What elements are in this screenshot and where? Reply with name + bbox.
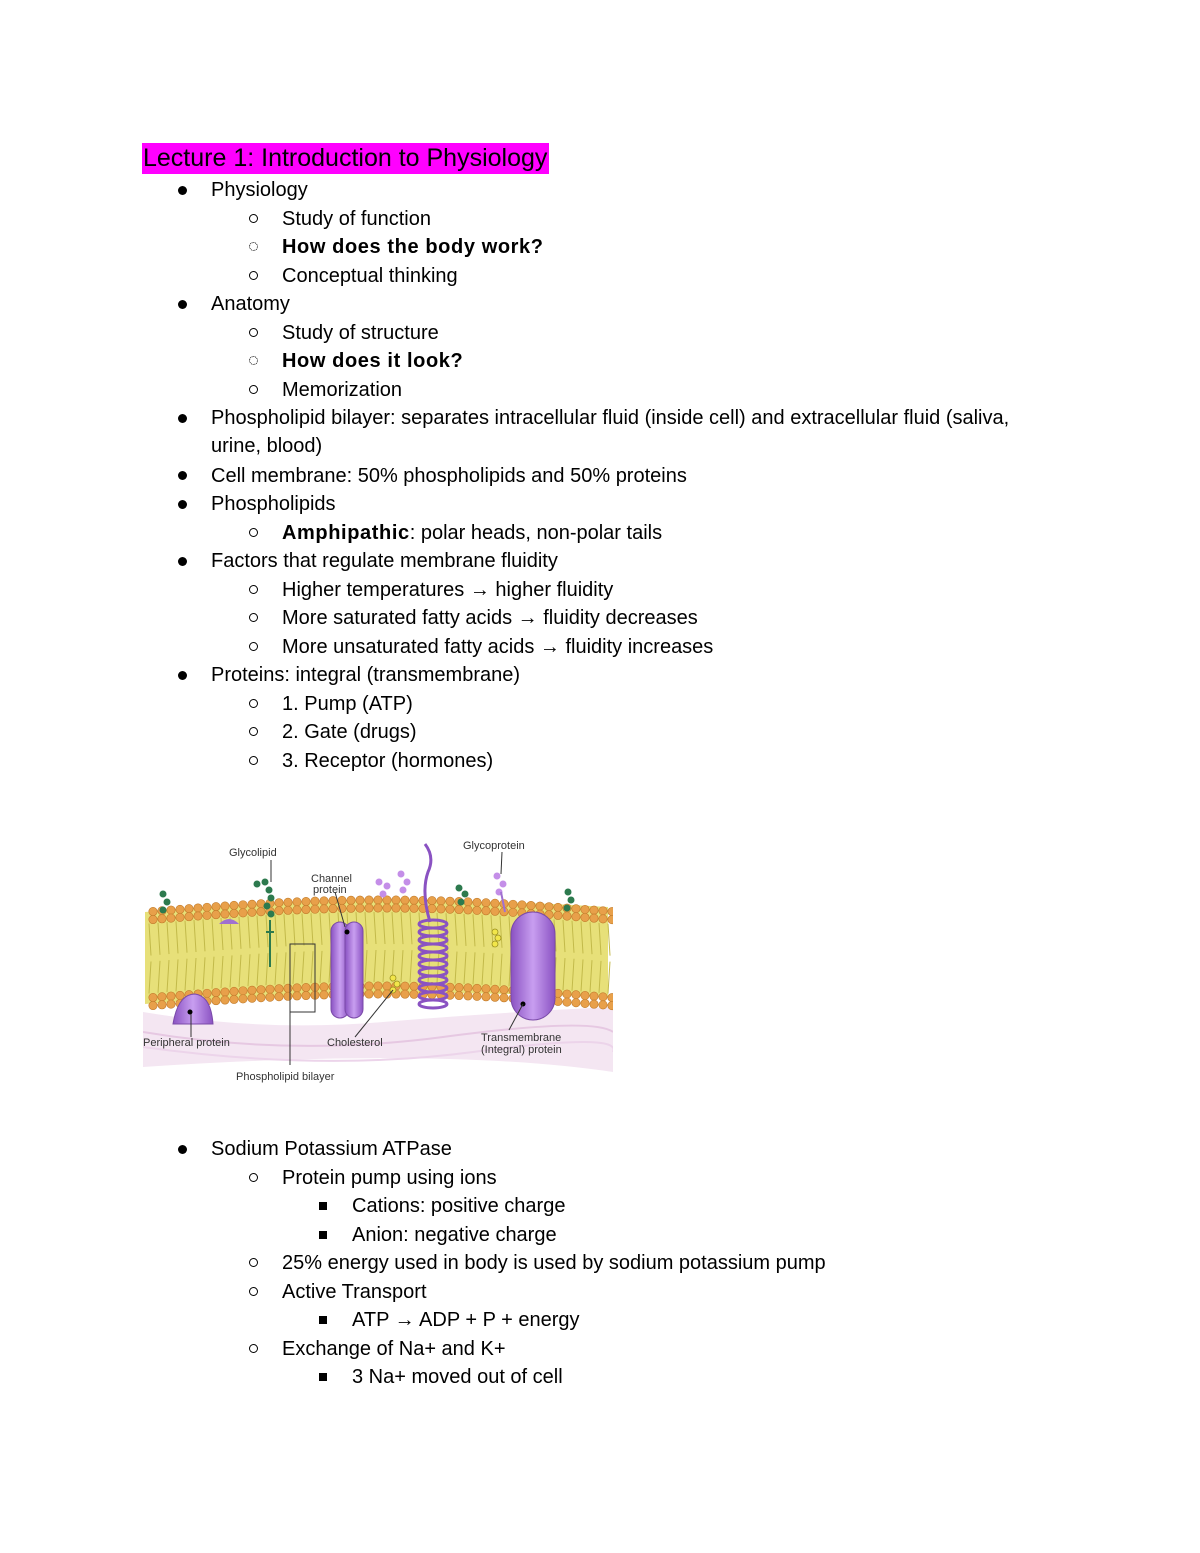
- list-item: [282, 519, 1042, 547]
- bullet-square-icon: [319, 1373, 327, 1381]
- bullet-circle-icon: [249, 271, 258, 280]
- label-glycolipid: Glycolipid: [229, 847, 277, 859]
- item-text: Cell membrane: 50% phospholipids and 50% proteins: [211, 464, 687, 487]
- item-text: Exchange of Na+ and K+: [282, 1337, 506, 1360]
- list-item: [282, 347, 1042, 375]
- list-item: [352, 1363, 1052, 1391]
- item-text: More saturated fatty acids → fluidity decreases: [282, 607, 698, 630]
- item-text: 3 Na+ moved out of cell: [352, 1366, 563, 1388]
- list-item: [282, 747, 1042, 775]
- item-text: Proteins: integral (transmembrane): [211, 664, 521, 687]
- label-channel-2: protein: [313, 884, 347, 896]
- item-text: Cations: positive charge: [352, 1195, 566, 1217]
- bullet-circle-icon: [249, 585, 258, 594]
- label-transmembrane-2: (Integral) protein: [481, 1044, 562, 1056]
- bullet-square-icon: [319, 1231, 327, 1239]
- bullet-circle-icon: [249, 528, 258, 537]
- list-item: [211, 1135, 1011, 1163]
- list-item: [282, 1335, 1042, 1363]
- item-text: More unsaturated fatty acids → fluidity increases: [282, 635, 714, 658]
- label-phospholipid-bilayer: Phospholipid bilayer: [236, 1071, 335, 1083]
- bullet-circle-icon: [249, 1344, 258, 1353]
- bullet-circle-icon: [249, 214, 258, 223]
- item-text: 1. Pump (ATP): [282, 692, 413, 715]
- bullet-dot-icon: [178, 500, 187, 509]
- bullet-circle-icon: [249, 1287, 258, 1296]
- bullet-circle-icon: [249, 756, 258, 765]
- label-channel-1: Channel: [311, 873, 352, 885]
- bullet-circle-icon: [249, 699, 258, 708]
- bullet-circle-icon: [249, 385, 258, 394]
- list-item: [211, 176, 1011, 204]
- list-item: [282, 233, 1042, 261]
- bullet-dot-icon: [178, 186, 187, 195]
- item-text: Anatomy: [211, 293, 290, 316]
- list-item: [352, 1306, 1052, 1334]
- list-item: [352, 1192, 1052, 1220]
- cell-membrane-diagram: [143, 832, 613, 1092]
- item-text: Phospholipids: [211, 493, 336, 516]
- bullet-dot-icon: [178, 1145, 187, 1154]
- item-text: Study of structure: [282, 321, 439, 344]
- list-item: [352, 1221, 1052, 1249]
- list-item: [211, 462, 1011, 490]
- list-item: [282, 1249, 1042, 1277]
- item-text: Factors that regulate membrane fluidity: [211, 550, 558, 573]
- item-text: 2. Gate (drugs): [282, 721, 417, 744]
- item-text: : polar heads, non-polar tails: [409, 521, 663, 544]
- item-text: Sodium Potassium ATPase: [211, 1138, 452, 1160]
- list-item: [282, 690, 1042, 718]
- list-item: [282, 262, 1042, 290]
- list-item: [282, 576, 1042, 604]
- bold-text: Amphipathic: [282, 521, 410, 544]
- item-text: Physiology: [211, 179, 308, 201]
- list-item: [211, 547, 1011, 575]
- item-text: Study of function: [282, 207, 431, 230]
- list-item: [211, 661, 1011, 689]
- list-item: [282, 376, 1042, 404]
- bullet-square-icon: [319, 1316, 327, 1324]
- bullet-circle-icon: [249, 642, 258, 651]
- bullet-circle-icon: [249, 727, 258, 736]
- label-transmembrane-1: Transmembrane: [481, 1032, 562, 1044]
- item-text: Active Transport: [282, 1280, 427, 1303]
- item-text: Higher temperatures → higher fluidity: [282, 578, 614, 601]
- item-text: Phospholipid bilayer: separates intracellular fluid (inside cell) and extracellular fluid (saliva, urine, blood): [211, 407, 1010, 458]
- bullet-dot-icon: [178, 414, 187, 423]
- item-text: Memorization: [282, 378, 403, 401]
- bold-text: How does the body work?: [282, 236, 544, 259]
- bullet-circle-icon: [249, 1173, 258, 1182]
- list-item: [282, 1164, 1042, 1192]
- list-item: [282, 205, 1042, 233]
- list-item: [282, 319, 1042, 347]
- item-text: Anion: negative charge: [352, 1223, 557, 1246]
- item-text: Conceptual thinking: [282, 264, 458, 287]
- bullet-dotted-circle-icon: [249, 242, 258, 251]
- bullet-dotted-circle-icon: [249, 356, 258, 365]
- label-glycoprotein: Glycoprotein: [463, 840, 525, 852]
- list-item: [282, 604, 1042, 632]
- bullet-circle-icon: [249, 1258, 258, 1267]
- label-peripheral-protein: Peripheral protein: [143, 1037, 230, 1049]
- list-item: [211, 490, 1011, 518]
- page-title: Lecture 1: Introduction to Physiology: [143, 144, 548, 172]
- item-text: Protein pump using ions: [282, 1166, 497, 1189]
- list-item: [282, 718, 1042, 746]
- list-item: [211, 404, 1011, 460]
- item-text: 25% energy used in body is used by sodium potassium pump: [282, 1252, 826, 1274]
- list-item: [282, 633, 1042, 661]
- bullet-dot-icon: [178, 300, 187, 309]
- bullet-dot-icon: [178, 471, 187, 480]
- list-item: [282, 1278, 1042, 1306]
- bold-text: How does it look?: [282, 350, 464, 373]
- label-cholesterol: Cholesterol: [327, 1037, 383, 1049]
- list-item: [211, 290, 1011, 318]
- bullet-dot-icon: [178, 671, 187, 680]
- bullet-circle-icon: [249, 328, 258, 337]
- bullet-dot-icon: [178, 557, 187, 566]
- bullet-circle-icon: [249, 613, 258, 622]
- bullet-square-icon: [319, 1202, 327, 1210]
- item-text: 3. Receptor (hormones): [282, 750, 494, 772]
- item-text: ATP → ADP + P + energy: [352, 1309, 580, 1331]
